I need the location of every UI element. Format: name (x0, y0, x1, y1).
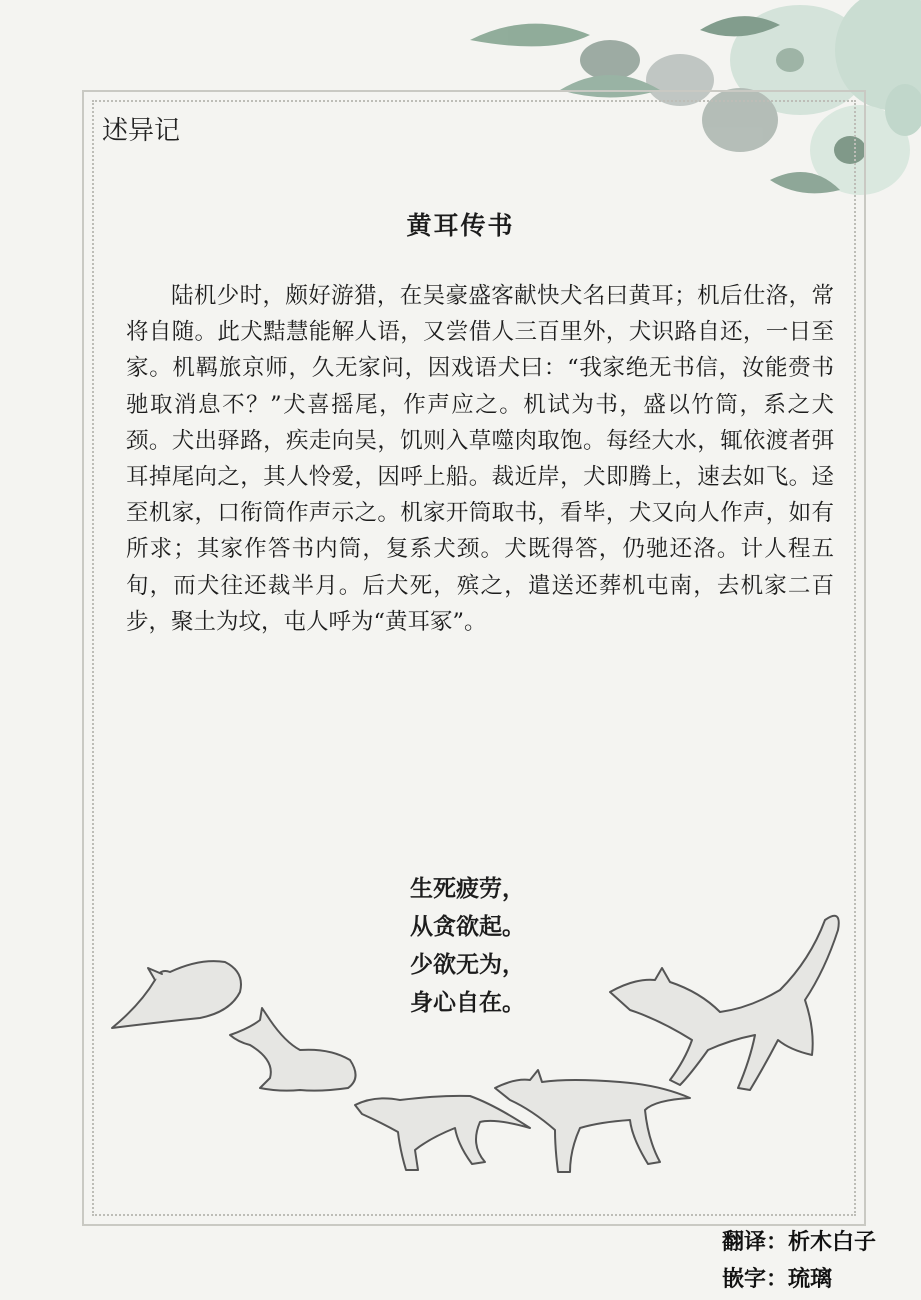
embedder-name: 琉璃 (788, 1267, 833, 1292)
story-paragraph: 陆机少时，颇好游猎，在吴豪盛客献快犬名曰黄耳；机后仕洛，常将自随。此犬黠慧能解人语，又尝借人三百里外，犬识路自还，一日至家。机羁旅京师，久无家问，因戏语犬曰：“我家绝无书信，汝能赍书驰取消息不？”犬喜摇尾，作声应之。机试为书，盛以竹筒，系之犬颈。犬出驿路，疾走向吴，饥则入草噬肉取饱。每经大水，辄依渡者弭耳掉尾向之，其人怜爱，因呼上船。裁近岸，犬即腾上，速去如飞。迳至机家，口衔筒作声示之。机家开筒取书，看毕，犬又向人作声，如有所求；其家作答书内筒，复系犬颈。犬既得答，仍驰还洛。计人程五旬，而犬往还裁半月。后犬死，殡之，遣送还葬机屯南，去机家二百步，聚土为坟，屯人呼为“黄耳冢”。 (126, 283, 834, 635)
embed-credit (722, 1261, 876, 1298)
verse-line-4: 身心自在。 (410, 989, 525, 1016)
translator-name: 析木白子 (788, 1230, 877, 1255)
ink-dogs-illustration (100, 900, 860, 1200)
embed-label: 嵌字： (722, 1267, 789, 1292)
story-title: 黄耳传书 (406, 211, 515, 240)
book-title: 述异记 (102, 116, 181, 146)
credits (722, 1224, 876, 1298)
verse-line-3: 少欲无为， (410, 951, 525, 978)
translation-label: 翻译： (722, 1230, 789, 1255)
story-body (126, 278, 834, 640)
verse-line-1: 生死疲劳， (410, 875, 525, 902)
verse-line-2: 从贪欲起。 (410, 913, 525, 940)
translation-credit (722, 1224, 876, 1261)
